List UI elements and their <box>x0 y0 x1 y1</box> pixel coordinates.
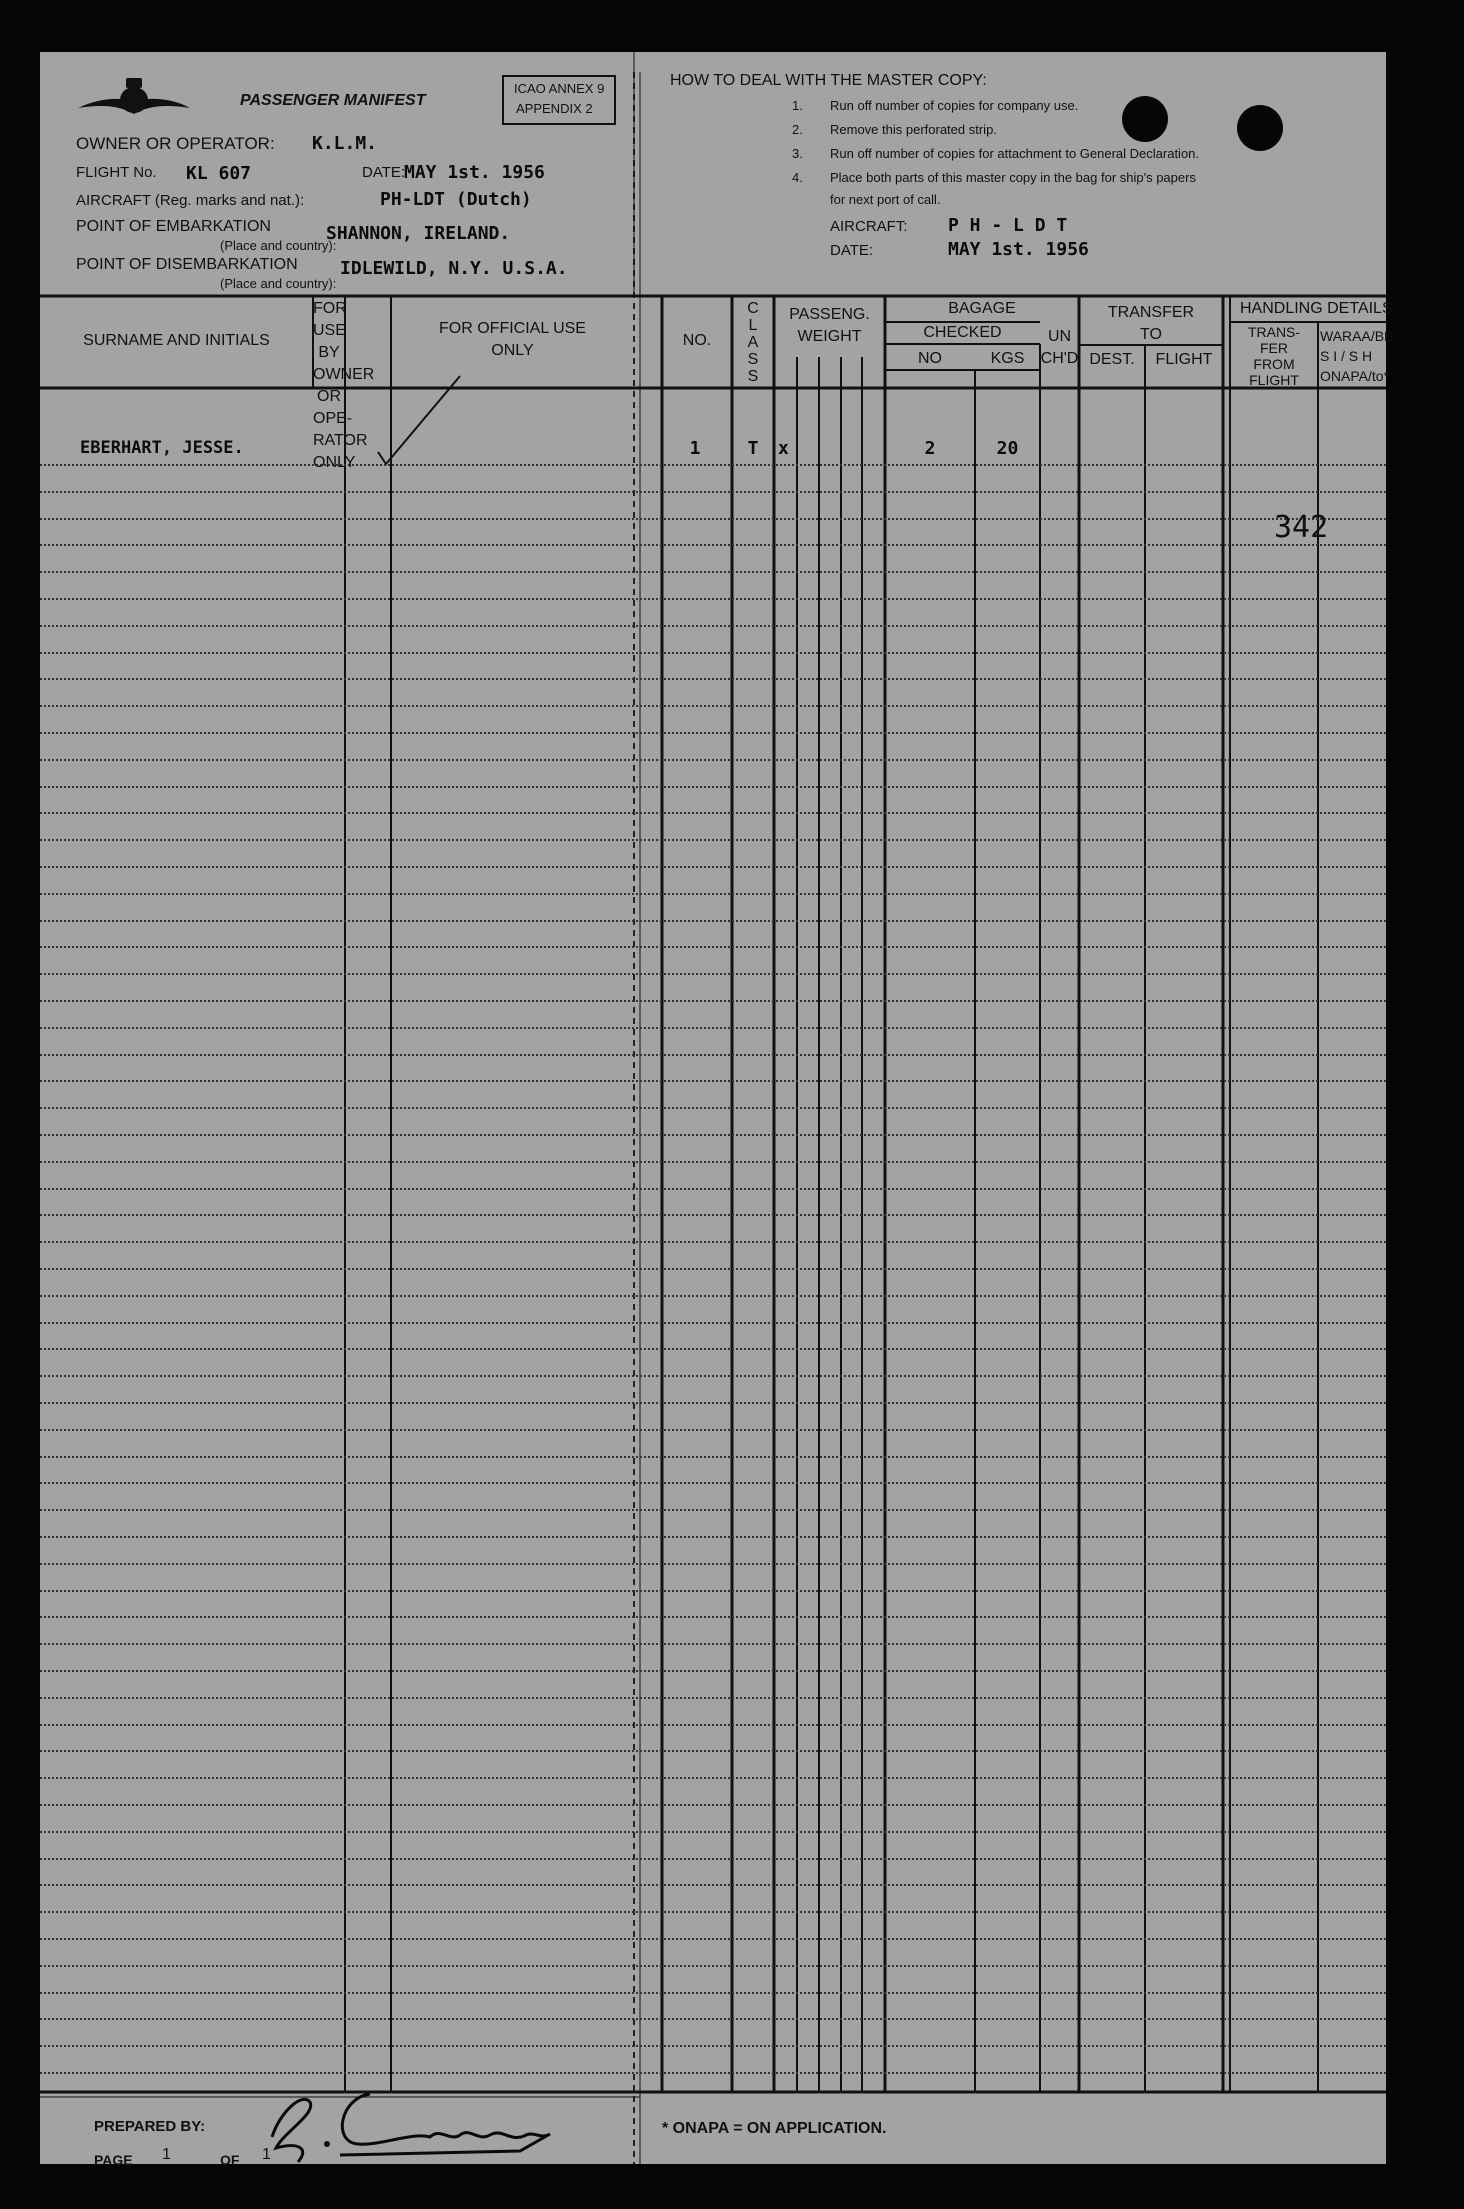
row-rule <box>40 1563 1386 1565</box>
right-aircraft-value: P H - L D T <box>948 215 1068 236</box>
row-weight: x <box>778 438 789 459</box>
col-no: NO. <box>682 332 712 349</box>
col-owner-use: FOR USE BY OWNER OR OPE- RATOR ONLY <box>313 300 375 471</box>
col-dest: DEST. <box>1089 351 1135 368</box>
row-rule <box>40 1214 1386 1216</box>
col-passeng-weight: PASSENG. WEIGHT <box>789 306 870 345</box>
col-checked: CHECKED <box>923 324 1002 341</box>
col-transfer: TRANSFER TO <box>1107 304 1195 343</box>
owner-value: K.L.M. <box>312 133 378 154</box>
row-rule <box>40 1831 1386 1833</box>
embark-value: SHANNON, IRELAND. <box>326 223 511 244</box>
instruction-text: Remove this perforated strip. <box>830 122 997 137</box>
row-rule <box>40 1241 1386 1243</box>
row-rule <box>40 1375 1386 1377</box>
row-rule <box>40 518 1386 520</box>
row-rule <box>40 1643 1386 1645</box>
flight-label: FLIGHT No. <box>76 164 157 181</box>
row-rule <box>40 2018 1386 2020</box>
row-rule <box>40 1670 1386 1672</box>
row-rule <box>40 1911 1386 1913</box>
row-rule <box>40 678 1386 680</box>
row-rule <box>40 973 1386 975</box>
page-total: 1 <box>262 2146 271 2163</box>
row-rule <box>40 1938 1386 1940</box>
row-rule <box>40 1536 1386 1538</box>
right-date-label: DATE: <box>830 242 874 259</box>
col-bagage: BAGAGE <box>948 300 1016 317</box>
row-rule <box>40 652 1386 654</box>
place-country-2: (Place and country): <box>220 276 337 291</box>
row-rule <box>40 1858 1386 1860</box>
row-rule <box>40 1268 1386 1270</box>
right-date-value: MAY 1st. 1956 <box>948 239 1089 260</box>
row-rule <box>40 1509 1386 1511</box>
date-value: MAY 1st. 1956 <box>404 162 545 183</box>
page-label: PAGE <box>94 2152 133 2168</box>
aircraft-value: PH-LDT (Dutch) <box>380 189 532 210</box>
row-rule <box>40 1134 1386 1136</box>
flight-value: KL 607 <box>186 163 252 184</box>
row-rule <box>40 946 1386 948</box>
row-rule <box>40 812 1386 814</box>
row-rule <box>40 1482 1386 1484</box>
row-rule <box>40 571 1386 573</box>
row-rule <box>40 1456 1386 1458</box>
row-rule <box>40 920 1386 922</box>
instruction-continuation: for next port of call. <box>830 192 941 207</box>
col-unchd: UN CH'D <box>1040 328 1079 367</box>
row-rule <box>40 1322 1386 1324</box>
instruction-num: 3. <box>792 146 803 161</box>
row-rule <box>40 866 1386 868</box>
row-rule <box>40 759 1386 761</box>
row-rule <box>40 1429 1386 1431</box>
col-checked-kgs: KGS <box>990 350 1025 367</box>
row-rule <box>40 705 1386 707</box>
col-waraa: WARAA/BB S I / S H ONAPA/to* <box>1320 328 1394 384</box>
instructions-heading: HOW TO DEAL WITH THE MASTER COPY: <box>670 72 987 89</box>
row-rule <box>40 1295 1386 1297</box>
manifest-sheet <box>40 52 1394 2168</box>
row-rule <box>40 2045 1386 2047</box>
annex-line1: ICAO ANNEX 9 <box>514 81 605 96</box>
row-no: 1 <box>689 438 701 459</box>
row-rule <box>40 1992 1386 1994</box>
row-rule <box>40 1616 1386 1618</box>
col-handling: HANDLING DETAILS <box>1240 300 1393 317</box>
instruction-text: Place both parts of this master copy in the bag for ship's papers <box>830 170 1196 185</box>
row-rule <box>40 1697 1386 1699</box>
page-number: 1 <box>162 2146 171 2163</box>
col-flight: FLIGHT <box>1155 351 1213 368</box>
col-official-use: FOR OFFICIAL USE ONLY <box>439 320 586 359</box>
row-rule <box>40 1804 1386 1806</box>
row-rule <box>40 839 1386 841</box>
row-rule <box>40 1080 1386 1082</box>
right-aircraft-label: AIRCRAFT: <box>830 218 908 235</box>
onapa-note: * ONAPA = ON APPLICATION. <box>662 2120 887 2137</box>
row-rule <box>40 2072 1386 2074</box>
col-class: C L A S S <box>747 300 759 385</box>
instruction-num: 1. <box>792 98 803 113</box>
row-rule <box>40 625 1386 627</box>
row-rule <box>40 598 1386 600</box>
handwritten-number: 342 <box>1274 510 1329 545</box>
row-bag-no: 2 <box>924 438 936 459</box>
aircraft-label: AIRCRAFT (Reg. marks and nat.): <box>76 192 305 209</box>
row-rule <box>40 544 1386 546</box>
row-rule <box>40 1884 1386 1886</box>
punch-hole <box>1122 96 1168 142</box>
klm-logo-icon <box>74 74 194 130</box>
row-rule <box>40 464 1386 466</box>
row-rule <box>40 1777 1386 1779</box>
row-surname: EBERHART, JESSE. <box>80 438 244 458</box>
row-rule <box>40 1027 1386 1029</box>
row-rule <box>40 491 1386 493</box>
row-bag-kgs: 20 <box>996 438 1019 459</box>
annex-line2: APPENDIX 2 <box>516 101 593 116</box>
disembark-label: POINT OF DISEMBARKATION <box>76 256 298 273</box>
disembark-value: IDLEWILD, N.Y. U.S.A. <box>340 258 568 279</box>
col-transfer-from: TRANS- FER FROM FLIGHT <box>1247 324 1301 388</box>
col-surname: SURNAME AND INITIALS <box>83 332 270 349</box>
row-rule <box>40 1750 1386 1752</box>
instruction-num: 2. <box>792 122 803 137</box>
manifest-title: PASSENGER MANIFEST <box>240 92 426 109</box>
col-checked-no: NO <box>918 350 942 367</box>
place-country-1: (Place and country): <box>220 238 337 253</box>
owner-label: OWNER OR OPERATOR: <box>76 134 275 153</box>
prepared-by-label: PREPARED BY: <box>94 2118 206 2135</box>
instruction-num: 4. <box>792 170 803 185</box>
row-rule <box>40 1590 1386 1592</box>
row-rule <box>40 1000 1386 1002</box>
instruction-text: Run off number of copies for company use. <box>830 98 1079 113</box>
date-label: DATE: <box>362 164 406 181</box>
punch-hole <box>1237 105 1283 151</box>
row-rule <box>40 786 1386 788</box>
annex-box <box>502 75 616 125</box>
page-of-label: OF <box>220 2152 240 2168</box>
row-rule <box>40 1348 1386 1350</box>
row-rule <box>40 1965 1386 1967</box>
embark-label: POINT OF EMBARKATION <box>76 218 271 235</box>
row-rule <box>40 1724 1386 1726</box>
row-rule <box>40 732 1386 734</box>
instruction-text: Run off number of copies for attachment to General Declaration. <box>830 146 1200 161</box>
row-class: T <box>747 438 759 459</box>
row-rule <box>40 1054 1386 1056</box>
row-rule <box>40 1188 1386 1190</box>
row-rule <box>40 1107 1386 1109</box>
row-rule <box>40 893 1386 895</box>
row-rule <box>40 1161 1386 1163</box>
row-rule <box>40 1402 1386 1404</box>
